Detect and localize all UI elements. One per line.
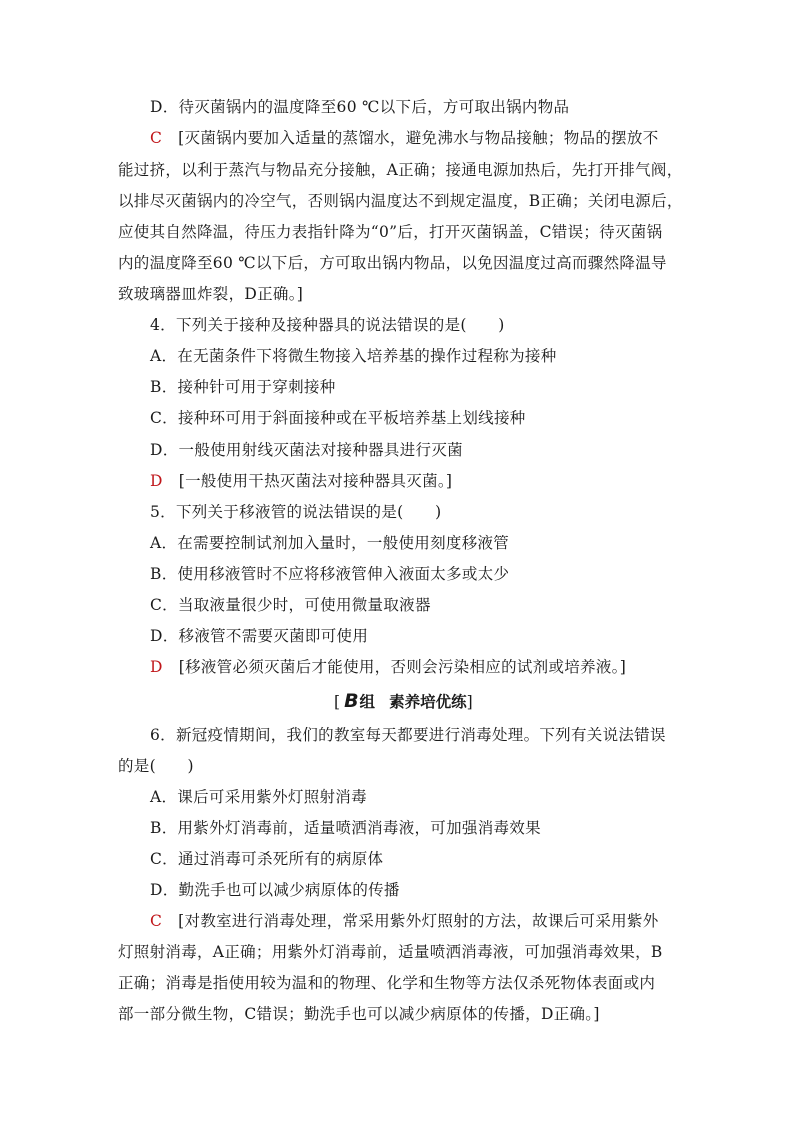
q6-option-a: A．课后可采用紫外灯照射消毒: [150, 788, 367, 806]
q3-explanation-line: [灭菌锅内要加入适量的蒸馏水，避免沸水与物品接触；物品的摆放不: [178, 129, 659, 147]
q6-answer-line: [150, 911, 710, 933]
q4-answer-line: [150, 471, 710, 493]
q5-answer: D: [150, 658, 163, 676]
q6-option-d: D．勤洗手也可以减少病原体的传播: [150, 881, 400, 899]
q3-explanation-line: 致玻璃器皿炸裂，D正确。]: [118, 285, 304, 303]
q3-explanation-line: 应使其自然降温，待压力表指针降为“0”后，打开灭菌锅盖，C错误；待灭菌锅: [118, 223, 663, 241]
q3-answer: C: [150, 129, 163, 147]
q3-explanation-line: 能过挤，以利于蒸汽与物品充分接触，A正确；接通电源加热后，先打开排气阀，: [118, 161, 683, 179]
section-group-label: 组: [359, 693, 376, 711]
section-bracket-open: [: [334, 693, 341, 711]
q5-option-d: D．移液管不需要灭菌即可使用: [150, 627, 369, 645]
q5-option-b: B．使用移液管时不应将移液管伸入液面太多或太少: [150, 565, 510, 583]
q3-answer-line: [150, 128, 710, 150]
q6-stem-line: 的是( ): [118, 757, 194, 775]
q6-option-c: C．通过消毒可杀死所有的病原体: [150, 850, 384, 868]
section-bracket-close: ]: [466, 693, 473, 711]
section-title: 素养培优练: [389, 693, 467, 711]
q5-option-a: A．在需要控制试剂加入量时，一般使用刻度移液管: [150, 534, 510, 552]
q6-explanation-line: [对教室进行消毒处理，常采用紫外灯照射的方法，故课后可采用紫外: [178, 912, 659, 930]
q3-explanation-line: 内的温度降至60 ℃以下后，方可取出锅内物品，以免因温度过高而骤然降温导: [118, 254, 667, 272]
q5-option-c: C．当取液量很少时，可使用微量取液器: [150, 596, 431, 614]
q6-answer: C: [150, 912, 163, 930]
q5-stem: 5．下列关于移液管的说法错误的是( ): [150, 503, 442, 521]
q6-explanation-line: 正确；消毒是指使用较为温和的物理、化学和生物等方法仅杀死物体表面或内: [118, 974, 656, 992]
q6-option-b: B．用紫外灯消毒前，适量喷洒消毒液，可加强消毒效果: [150, 819, 541, 837]
q3-explanation-line: 以排尽灭菌锅内的冷空气，否则锅内温度达不到规定温度，B正确；关闭电源后，: [118, 192, 683, 210]
section-group-letter: B: [344, 690, 359, 712]
q4-option-d: D．一般使用射线灭菌法对接种器具进行灭菌: [150, 441, 463, 459]
q6-stem-line: 6．新冠疫情期间，我们的教室每天都要进行消毒处理。下列有关说法错误: [150, 726, 666, 744]
q4-option-c: C．接种环可用于斜面接种或在平板培养基上划线接种: [150, 409, 526, 427]
section-heading: [334, 690, 534, 714]
q5-answer-line: [150, 657, 710, 679]
q6-explanation-line: 灯照射消毒，A正确；用紫外灯消毒前，适量喷洒消毒液，可加强消毒效果，B: [118, 943, 663, 961]
q5-explanation: [移液管必须灭菌后才能使用，否则会污染相应的试剂或培养液。]: [178, 658, 627, 676]
q4-explanation: [一般使用干热灭菌法对接种器具灭菌。]: [178, 472, 453, 490]
q4-answer: D: [150, 472, 163, 490]
q4-stem: 4．下列关于接种及接种器具的说法错误的是( ): [150, 316, 505, 334]
q4-option-a: A．在无菌条件下将微生物接入培养基的操作过程称为接种: [150, 347, 557, 365]
q6-explanation-line: 部一部分微生物，C错误；勤洗手也可以减少病原体的传播，D正确。]: [118, 1005, 600, 1023]
q4-option-b: B．接种针可用于穿刺接种: [150, 378, 336, 396]
q3-option-d: D．待灭菌锅内的温度降至60 ℃以下后，方可取出锅内物品: [150, 98, 570, 116]
